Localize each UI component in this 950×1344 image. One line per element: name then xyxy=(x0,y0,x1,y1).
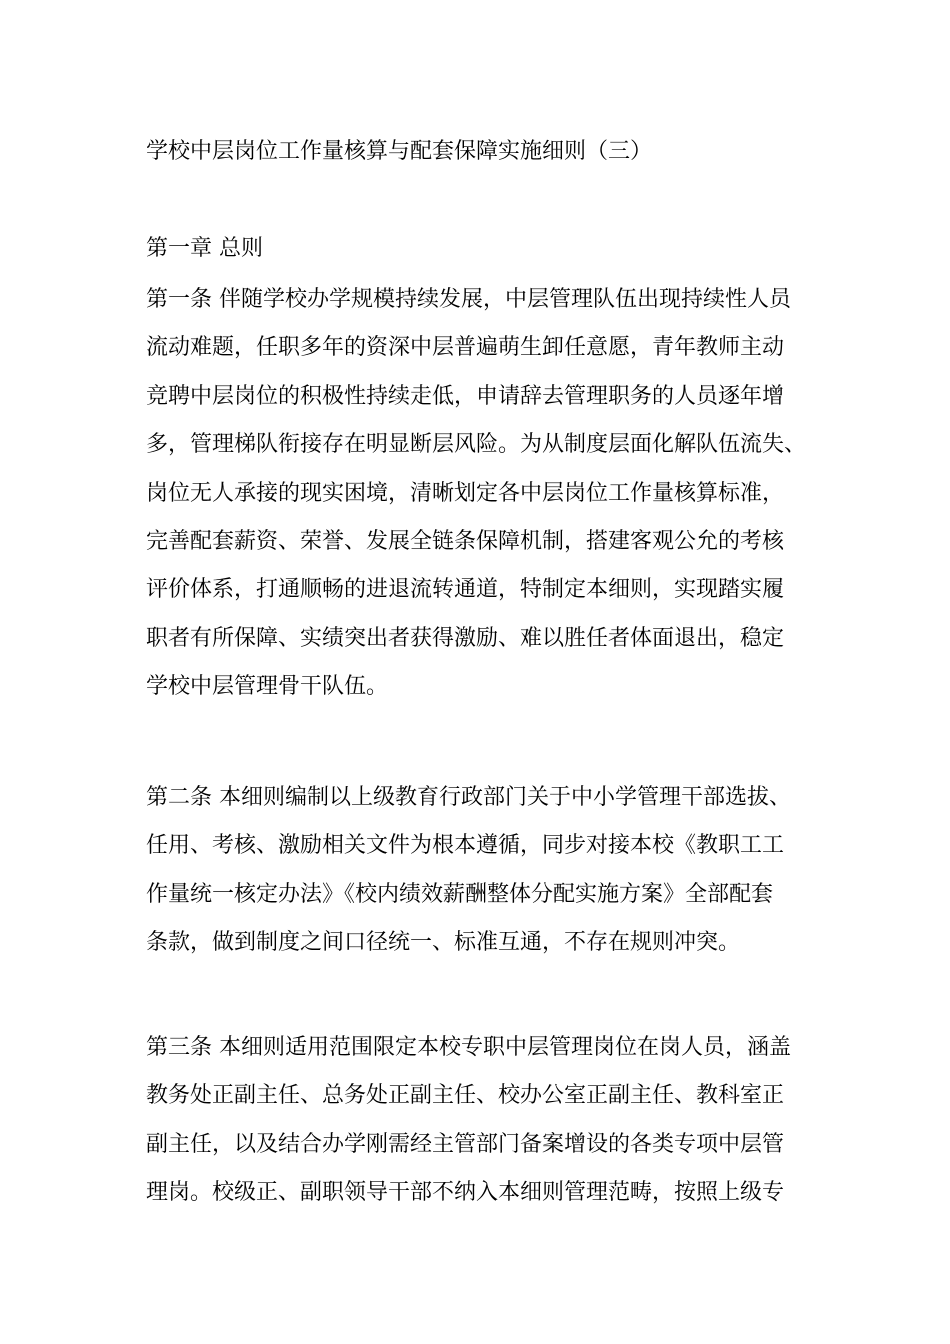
article-3-line: 教务处正副主任、总务处正副主任、校办公室正副主任、教科室正 xyxy=(146,1083,785,1109)
article-1-line: 岗位无人承接的现实困境，清晰划定各中层岗位工作量核算标准， xyxy=(146,480,785,506)
article-2-line: 任用、考核、激励相关文件为根本遵循，同步对接本校《教职工工 xyxy=(146,833,785,859)
article-3-line: 理岗。校级正、副职领导干部不纳入本细则管理范畴，按照上级专 xyxy=(146,1180,785,1206)
article-3 xyxy=(146,1024,791,1218)
article-1-line: 评价体系，打通顺畅的进退流转通道，特制定本细则，实现踏实履 xyxy=(146,577,785,603)
chapter-heading: 第一章 总则 xyxy=(146,236,263,261)
article-1 xyxy=(146,276,806,712)
article-1-line: 完善配套薪资、荣誉、发展全链条保障机制，搭建客观公允的考核 xyxy=(146,528,785,554)
article-2-line: 作量统一核定办法》《校内绩效薪酬整体分配实施方案》全部配套 xyxy=(146,881,774,907)
article-1-line: 学校中层管理骨干队伍。 xyxy=(146,674,389,700)
article-2-line: 第二条 本细则编制以上级教育行政部门关于中小学管理干部选拔、 xyxy=(146,785,791,810)
article-1-line: 流动难题，任职多年的资深中层普遍萌生卸任意愿，青年教师主动 xyxy=(146,335,785,361)
chapter-heading-block xyxy=(146,225,263,273)
article-2 xyxy=(146,774,791,968)
article-2-line: 条款，做到制度之间口径统一、标准互通，不存在规则冲突。 xyxy=(146,930,741,956)
article-1-line: 竞聘中层岗位的积极性持续走低，申请辞去管理职务的人员逐年增 xyxy=(146,383,785,409)
article-3-line: 副主任，以及结合办学刚需经主管部门备案增设的各类专项中层管 xyxy=(146,1131,785,1157)
article-1-line: 多，管理梯队衔接存在明显断层风险。为从制度层面化解队伍流失、 xyxy=(146,432,807,458)
article-1-line: 第一条 伴随学校办学规模持续发展，中层管理队伍出现持续性人员 xyxy=(146,287,791,312)
document-title: 学校中层岗位工作量核算与配套保障实施细则（三） xyxy=(146,139,653,164)
article-3-line: 第三条 本细则适用范围限定本校专职中层管理岗位在岗人员，涵盖 xyxy=(146,1035,791,1060)
article-1-line: 职者有所保障、实绩突出者获得激励、难以胜任者体面退出，稳定 xyxy=(146,625,785,651)
